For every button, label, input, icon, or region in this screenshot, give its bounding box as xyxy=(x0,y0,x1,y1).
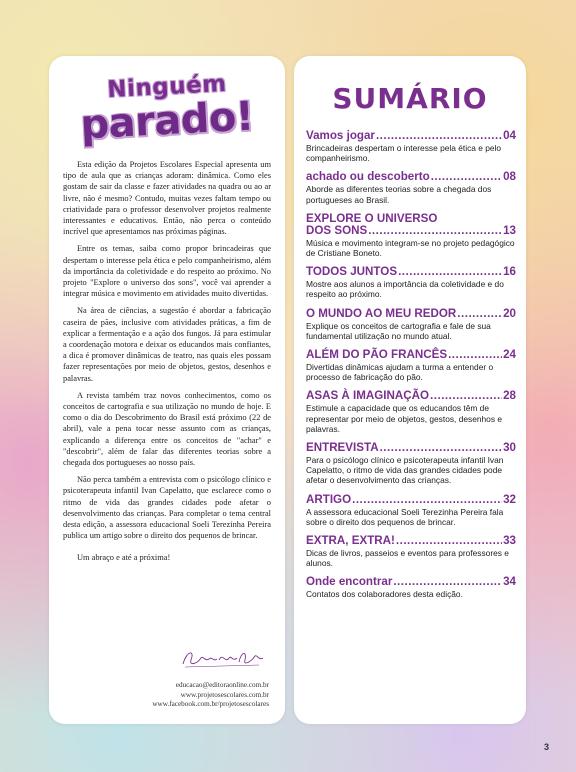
toc-item xyxy=(306,171,516,204)
toc-item-page: 34 xyxy=(503,575,516,589)
toc-leader-dots xyxy=(396,535,502,547)
contact-email: educacao@editoraonline.com.br xyxy=(175,681,269,689)
toc-item-title: achado ou descoberto xyxy=(306,170,430,184)
toc-item-page: 33 xyxy=(503,534,516,548)
toc-item-title: TODOS JUNTOS xyxy=(306,265,398,279)
toc-item-heading xyxy=(306,494,516,506)
toc-item-page: 32 xyxy=(503,492,516,506)
editorial-paragraph: Esta edição da Projetos Escolares Especial apresenta um tipo de aula que as crianças adoram: dinâmica. Como eles gostam de sair da classe e fazer atividades na quadra ou ao ar livre, não é mesmo? Contudo, muitas vezes faltam tempo ou criatividade para o professor desenvolver projetos realmente interessantes e educativos. Então, não perca o conteúdo incrível que apresentamos nas próximas páginas. xyxy=(63,160,271,237)
toc-item-title-line2: DOS SONS xyxy=(306,223,368,237)
toc-item xyxy=(306,535,516,568)
toc-item-description: Música e movimento integram-se no projeto pedagógico de Cristiane Boneto. xyxy=(306,237,515,259)
toc-item-description: Explique os conceitos de cartografia e fale de sua fundamental utilização no mundo atual. xyxy=(306,320,491,341)
toc-item-heading xyxy=(306,349,516,361)
toc-item xyxy=(306,130,516,163)
toc-leader-dots xyxy=(398,266,502,278)
toc-title: SUMÁRIO xyxy=(332,82,488,115)
page-number: 3 xyxy=(544,742,550,752)
editorial-paragraph: Na área de ciências, a sugestão é abordar a fabricação caseira de pães, inclusive com atividades práticas, a fim de explicar a fermentação e a ação dos fungos. Já para estimular a coordenação motora e deixar os educandos mais confiantes, a dica é promover dinâmicas de teatro, nas quais eles possam fazer representações por meio de objetos, gestos, desenhos e palavras. xyxy=(63,306,271,383)
toc-item-heading xyxy=(306,308,516,320)
toc-item-page: 28 xyxy=(503,389,516,403)
toc-item-page: 16 xyxy=(503,265,516,279)
toc-item-heading xyxy=(306,225,516,237)
toc-leader-dots xyxy=(430,390,502,402)
toc-item-description: Contatos dos colaboradores desta edição. xyxy=(306,589,463,600)
contact-website: www.projetosescolares.com.br xyxy=(180,690,269,699)
toc-item-description: Estimule a capacidade que os educandos têm de representar por meio de objetos, gestos, desenhos e palavras. xyxy=(306,403,503,434)
editorial-closing: Um abraço e até a próxima! xyxy=(77,552,171,562)
editorial-title-line2: parado! xyxy=(79,93,255,149)
toc-item xyxy=(306,308,516,341)
toc-item-title: ENTREVISTA xyxy=(306,441,379,455)
toc-item-title: EXTRA, EXTRA! xyxy=(306,534,395,548)
toc-leader-dots xyxy=(380,442,503,454)
toc-item-description: A assessora educacional Soeli Terezinha Pereira fala sobre o direito dos pequenos de brincar. xyxy=(306,506,504,527)
toc-item-title: EXPLORE O UNIVERSO xyxy=(306,211,438,225)
toc-item xyxy=(306,266,516,299)
toc-item xyxy=(306,390,516,434)
toc-item-heading xyxy=(306,535,516,547)
toc-leader-dots xyxy=(352,494,502,506)
toc-item-title: ARTIGO xyxy=(306,492,352,506)
toc-leader-dots xyxy=(457,308,502,320)
toc-item-description: Para o psicólogo clínico e psicoterapeuta infantil Ivan Capelatto, o ritmo de vida das grandes cidades pode afetar o desenvolvimento das crianças. xyxy=(306,455,504,486)
signature-image xyxy=(179,646,265,670)
editorial-panel xyxy=(49,56,285,724)
toc-item-page: 13 xyxy=(503,223,516,237)
toc-item xyxy=(306,213,516,258)
toc-item xyxy=(306,576,516,599)
toc-item-heading xyxy=(306,130,516,142)
editorial-paragraph: Não perca também a entrevista com o psicólogo clínico e psicoterapeuta infantil Ivan Capelatto, que esclarece como o ritmo de vida das grandes cidades pode afetar o desenvolvimento das crianças. Para completar o tema central desta edição, a assessora educacional Soeli Terezinha Pereira publica um artigo sobre o direito dos pequenos de brincar. xyxy=(63,475,271,541)
editorial-title-line1: Ninguém xyxy=(106,70,228,104)
toc-item-page: 24 xyxy=(503,348,516,362)
editorial-text xyxy=(63,159,271,569)
toc-item-title: ALÉM DO PÃO FRANCÊS xyxy=(306,348,448,362)
toc-leader-dots xyxy=(448,349,502,361)
editorial-paragraph: Entre os temas, saiba como propor brincadeiras que despertam o interesse pela ética e pelo companheirismo, além da importância da coletividade e do respeito ao próximo. No projeto "Explore o universo dos sons", você vai aprender a integrar música e movimento em atividades muito divertidas. xyxy=(63,244,271,299)
toc-item-description: Dicas de livros, passeios e eventos para professores e alunos. xyxy=(306,548,509,569)
editorial-paragraph: A revista também traz novos conhecimentos, como os conceitos de cartografia e sua utilização no mundo de hoje. E como o dia do Descobrimento do Brasil está próximo (22 de abril), vale a pena tocar nesse assunto com as crianças, explicando a diferença entre os conceitos de "achar" e "descobrir", além de falar das diferentes teorias sobre a chegada dos portugueses ao nosso país. xyxy=(63,390,271,468)
toc-item xyxy=(306,349,516,382)
toc-item-description: Brincadeiras despertam o interesse pela ética e pelo companheirismo. xyxy=(306,143,502,164)
toc-item-title: Onde encontrar xyxy=(306,575,393,589)
toc-item xyxy=(306,494,516,527)
toc-item-title: ASAS À IMAGINAÇÃO xyxy=(306,389,430,403)
toc-leader-dots xyxy=(376,130,502,142)
toc-item-heading xyxy=(306,442,516,454)
toc-item-description: Aborde as diferentes teorias sobre a chegada dos portugueses ao Brasil. xyxy=(306,184,492,205)
toc-item-page: 30 xyxy=(503,441,516,455)
toc-item xyxy=(306,442,516,486)
toc-item-title: O MUNDO AO MEU REDOR xyxy=(306,306,457,320)
toc-item-description: Mostre aos alunos a importância da coletividade e do respeito ao próximo. xyxy=(306,279,504,300)
contact-facebook: www.facebook.com.br/projetosescolares xyxy=(152,700,269,709)
toc-item-title: Vamos jogar xyxy=(306,129,375,142)
toc-item-heading xyxy=(306,576,516,588)
toc-leader-dots xyxy=(431,171,502,183)
toc-item-page: 08 xyxy=(503,170,516,184)
toc-panel xyxy=(294,56,526,724)
toc-item-description: Divertidas dinâmicas ajudam a turma a entender o processo de fabricação do pão. xyxy=(306,362,494,383)
toc-item-page: 04 xyxy=(503,129,516,142)
toc-item-page: 20 xyxy=(503,306,516,320)
toc-item-heading xyxy=(306,266,516,278)
toc-list xyxy=(306,130,516,608)
toc-leader-dots xyxy=(368,225,502,237)
toc-item-heading xyxy=(306,390,516,402)
contact-list xyxy=(152,681,269,710)
toc-leader-dots xyxy=(393,576,502,588)
toc-item-heading xyxy=(306,171,516,183)
